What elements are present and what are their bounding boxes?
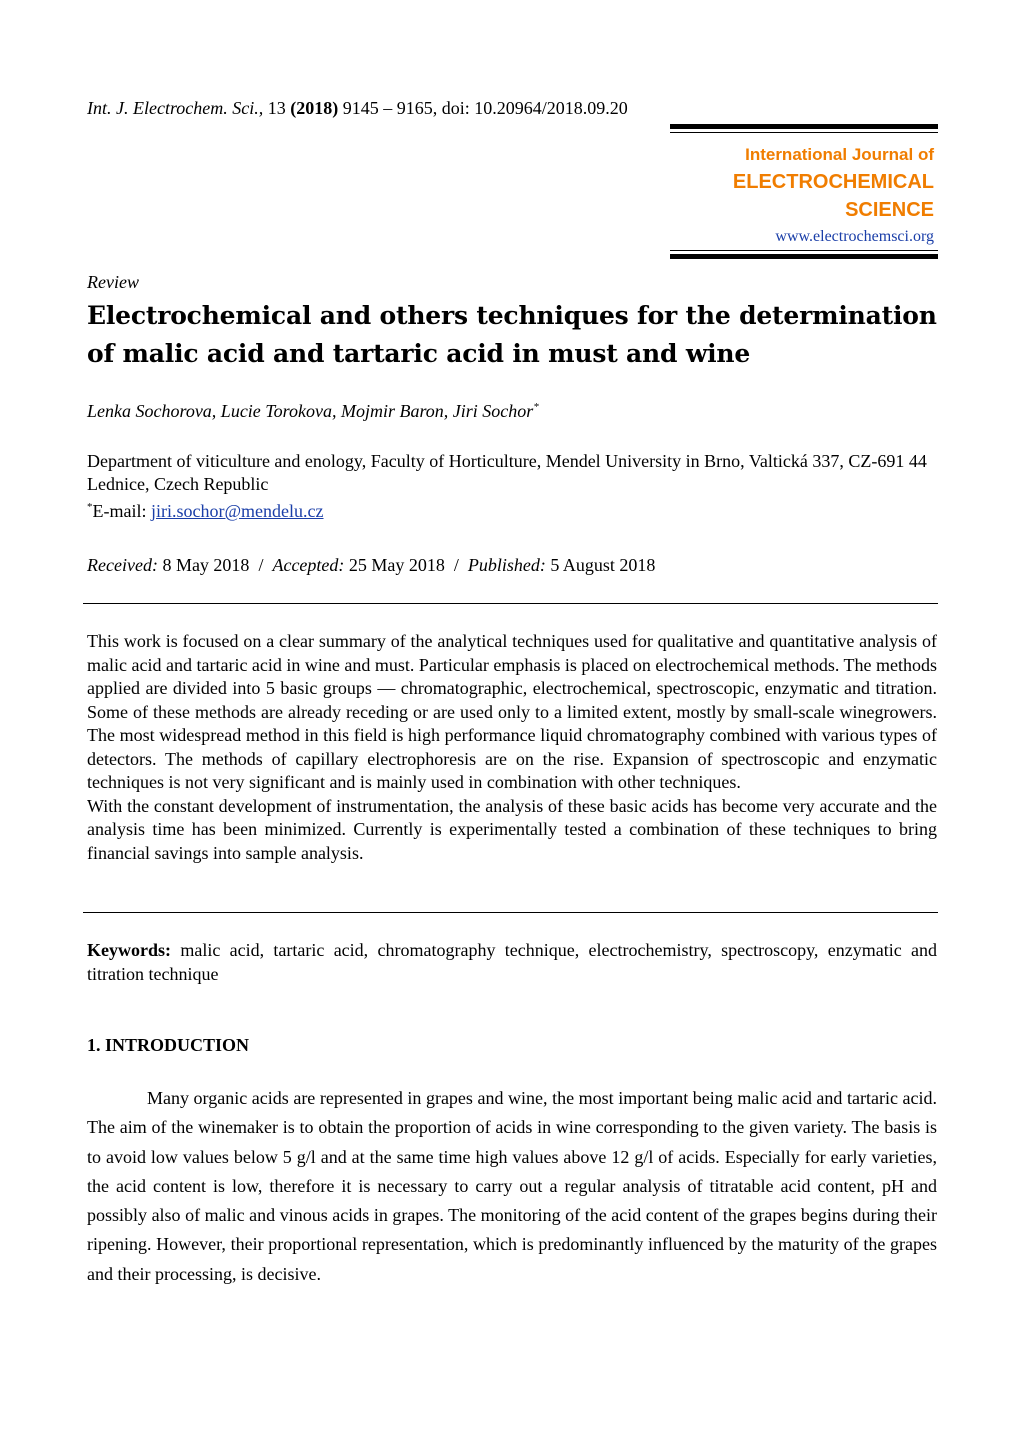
corresponding-mark: *: [533, 401, 539, 413]
logo-top-rule-thick: [670, 124, 938, 129]
logo-bottom-rule-thin: [670, 250, 938, 251]
author-list: [87, 401, 539, 422]
logo-top-rule-thin: [670, 132, 938, 133]
journal-name-line2: ELECTROCHEMICAL: [732, 171, 934, 193]
published-date: 5 August 2018: [550, 555, 656, 575]
email-line: [87, 496, 937, 523]
email-link[interactable]: jiri.sochor@mendelu.cz: [150, 501, 324, 521]
citation-line: [87, 98, 628, 119]
abstract-paragraph-1: This work is focused on a clear summary of the analytical techniques used for qualitative and quantitative analysis of malic acid and tartaric acid in wine and must. Particular emphasis is placed on electrochemical methods. The methods applied are divided into 5 basic groups — chromatographic, electrochemical, spectroscopic, enzymatic and titration. Some of these methods are already receding or are used only to a limited extent, mostly by small-scale winegrowers. The most widespread method in this field is high performance liquid chromatography combined with various types of detectors. The methods of capillary electrophoresis are on the rise. Expansion of spectroscopic and enzymatic techniques is not very significant and is mainly used in combination with other techniques.: [87, 631, 937, 792]
abstract: [87, 630, 937, 865]
email-mark: *: [87, 501, 93, 513]
abstract-top-divider: [83, 603, 938, 604]
journal-logo: [670, 124, 938, 260]
keywords-label: Keywords:: [87, 940, 171, 960]
email-label: E-mail:: [92, 501, 151, 521]
authors-text: Lenka Sochorova, Lucie Torokova, Mojmir Baron, Jiri Sochor: [87, 401, 534, 421]
affiliation-block: [87, 450, 937, 523]
received-label: Received:: [87, 555, 158, 575]
abstract-paragraph-2: With the constant development of instrumentation, the analysis of these basic acids has become very accurate and the analysis time has been minimized. Currently is experimentally tested a combination of these techniques to bring financial savings into sample analysis.: [87, 795, 937, 863]
journal-url-link[interactable]: www.electrochemsci.org: [775, 228, 934, 245]
intro-paragraph: Many organic acids are represented in grapes and wine, the most important being malic acid and tartaric acid. The aim of the winemaker is to obtain the proportion of acids in wine corresponding to the given variety. The basis is to avoid low values below 5 g/l and at the same time high values above 12 g/l of acids. Especially for early varieties, the acid content is low, therefore it is necessary to carry out a regular analysis of titratable acid content, pH and possibly also of malic and vinous acids in grapes. The monitoring of the acid content of the grapes begins during their ripening. However, their proportional representation, which is predominantly influenced by the maturity of the grapes and their processing, is decisive.: [87, 1088, 937, 1284]
published-label: Published:: [467, 555, 546, 575]
journal-name-line3: SCIENCE: [845, 199, 934, 221]
journal-name-line1: International Journal of: [745, 145, 934, 164]
keywords: [87, 939, 937, 986]
keywords-text: malic acid, tartaric acid, chromatography technique, electrochemistry, spectroscopy, enzymatic and titration technique: [87, 940, 938, 984]
dates-line: [87, 555, 655, 576]
affiliation: Department of viticulture and enology, Faculty of Horticulture, Mendel University in Brno, Valtická 337, CZ-691 44 Lednice, Czech Republic: [87, 451, 927, 494]
article-type: Review: [87, 272, 139, 292]
year: (2018): [290, 98, 339, 118]
paper-title: Electrochemical and others techniques for the determination of malic acid and tartaric acid in must and wine: [87, 301, 937, 368]
date-separator: /: [258, 555, 264, 575]
accepted-label: Accepted:: [272, 555, 345, 575]
date-separator: /: [453, 555, 459, 575]
volume: 13: [267, 98, 286, 118]
section-heading: 1. INTRODUCTION: [87, 1035, 250, 1055]
accepted-date: 25 May 2018: [348, 555, 445, 575]
pages-doi: 9145 – 9165, doi: 10.20964/2018.09.20: [342, 98, 628, 118]
journal-abbrev: Int. J. Electrochem. Sci.,: [87, 98, 264, 118]
received-date: 8 May 2018: [162, 555, 250, 575]
abstract-bottom-divider: [83, 912, 938, 913]
logo-bottom-rule-thick: [670, 254, 938, 259]
